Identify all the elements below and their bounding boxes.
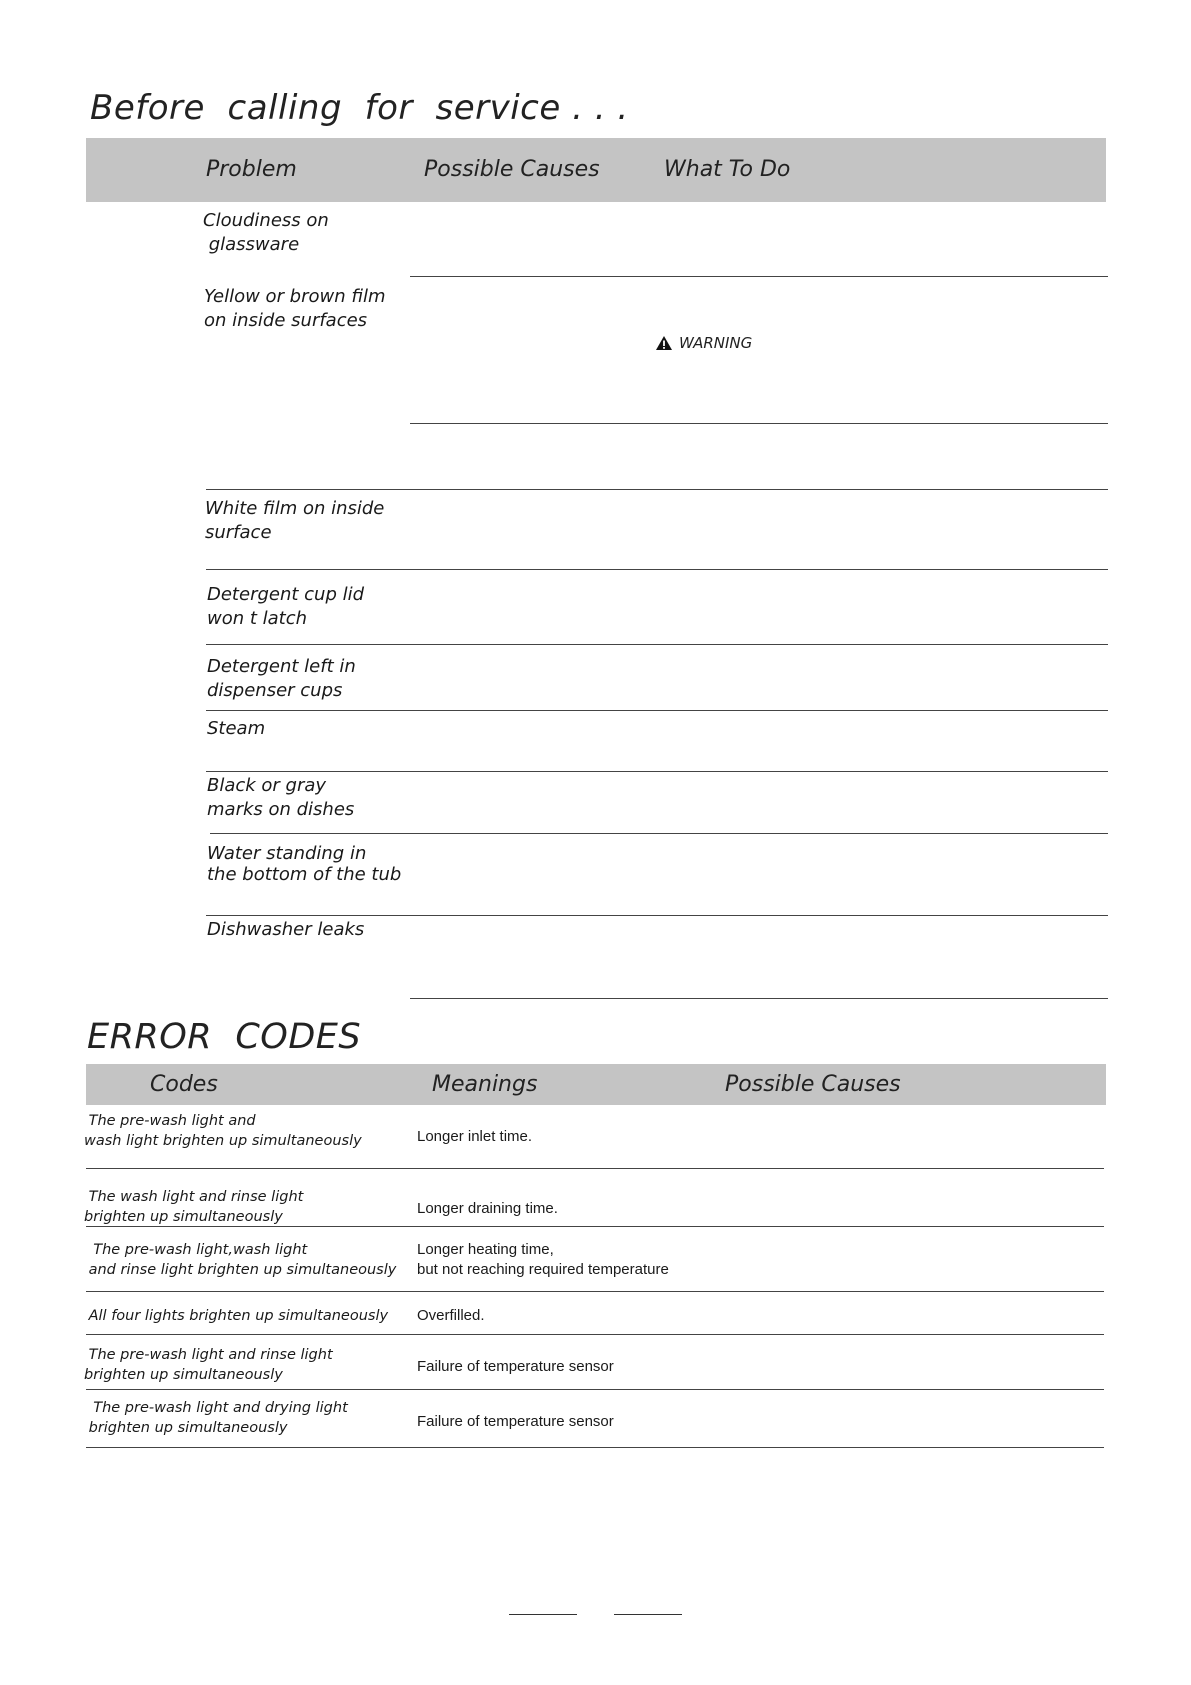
problem-leaks: Dishwasher leaks: [207, 919, 365, 940]
row-divider: [210, 833, 1108, 834]
todo-header: What To Do: [664, 157, 791, 182]
error-header-band: [86, 1064, 1106, 1105]
footer-blank-right: [614, 1614, 682, 1615]
problem-header: Problem: [206, 157, 297, 182]
warning-label: WARNING: [679, 334, 753, 352]
warning-note: [655, 334, 752, 352]
problem-detergent-left: Detergent left in dispenser cups: [207, 656, 356, 701]
error-meaning: Overfilled.: [417, 1307, 485, 1324]
row-divider: [410, 998, 1108, 999]
row-divider: [206, 710, 1108, 711]
problem-cloudiness: Cloudiness on glassware: [203, 210, 329, 255]
error-meaning: Longer heating time, but not reaching required temperature: [417, 1241, 669, 1278]
problem-white-film: White film on inside surface: [205, 498, 385, 543]
error-row-divider: [86, 1226, 1104, 1227]
error-code: The pre-wash light and wash light brighten up simultaneously: [84, 1113, 362, 1149]
error-code: All four lights brighten up simultaneously: [84, 1308, 389, 1324]
row-divider: [206, 569, 1108, 570]
error-causes-header: Possible Causes: [725, 1072, 901, 1097]
error-code: The pre-wash light,wash light and rinse light brighten up simultaneously: [88, 1242, 397, 1278]
error-codes-title: ERROR CODES: [87, 1017, 362, 1057]
error-code: The pre-wash light and drying light brighten up simultaneously: [88, 1400, 348, 1436]
problem-yellow-film: Yellow or brown film on inside surfaces: [204, 286, 386, 331]
error-code: The wash light and rinse light brighten up simultaneously: [84, 1189, 304, 1225]
meanings-header: Meanings: [432, 1072, 538, 1097]
page-title: Before calling for service . . .: [90, 88, 629, 128]
row-divider: [206, 771, 1108, 772]
error-meaning: Longer draining time.: [417, 1200, 558, 1217]
row-divider: [206, 915, 1108, 916]
error-code: The pre-wash light and rinse light brighten up simultaneously: [84, 1347, 333, 1383]
problem-water-standing: Water standing in the bottom of the tub: [207, 843, 402, 885]
service-header-band: [86, 138, 1106, 202]
causes-header: Possible Causes: [424, 157, 600, 182]
error-row-divider: [86, 1447, 1104, 1448]
problem-steam: Steam: [207, 718, 266, 739]
row-divider: [206, 489, 1108, 490]
error-meaning: Failure of temperature sensor: [417, 1413, 614, 1430]
error-meaning: Longer inlet time.: [417, 1128, 533, 1145]
problem-black-marks: Black or gray marks on dishes: [207, 775, 355, 820]
row-divider: [410, 423, 1108, 424]
error-row-divider: [86, 1389, 1104, 1390]
problem-cup-lid: Detergent cup lid won t latch: [207, 584, 365, 629]
footer-blank-left: [509, 1614, 577, 1615]
error-meaning: Failure of temperature sensor: [417, 1358, 614, 1375]
warning-triangle-icon: [655, 335, 673, 351]
error-row-divider: [86, 1291, 1104, 1292]
codes-header: Codes: [150, 1072, 218, 1097]
row-divider: [206, 644, 1108, 645]
row-divider: [410, 276, 1108, 277]
error-row-divider: [86, 1334, 1104, 1335]
error-row-divider: [86, 1168, 1104, 1169]
